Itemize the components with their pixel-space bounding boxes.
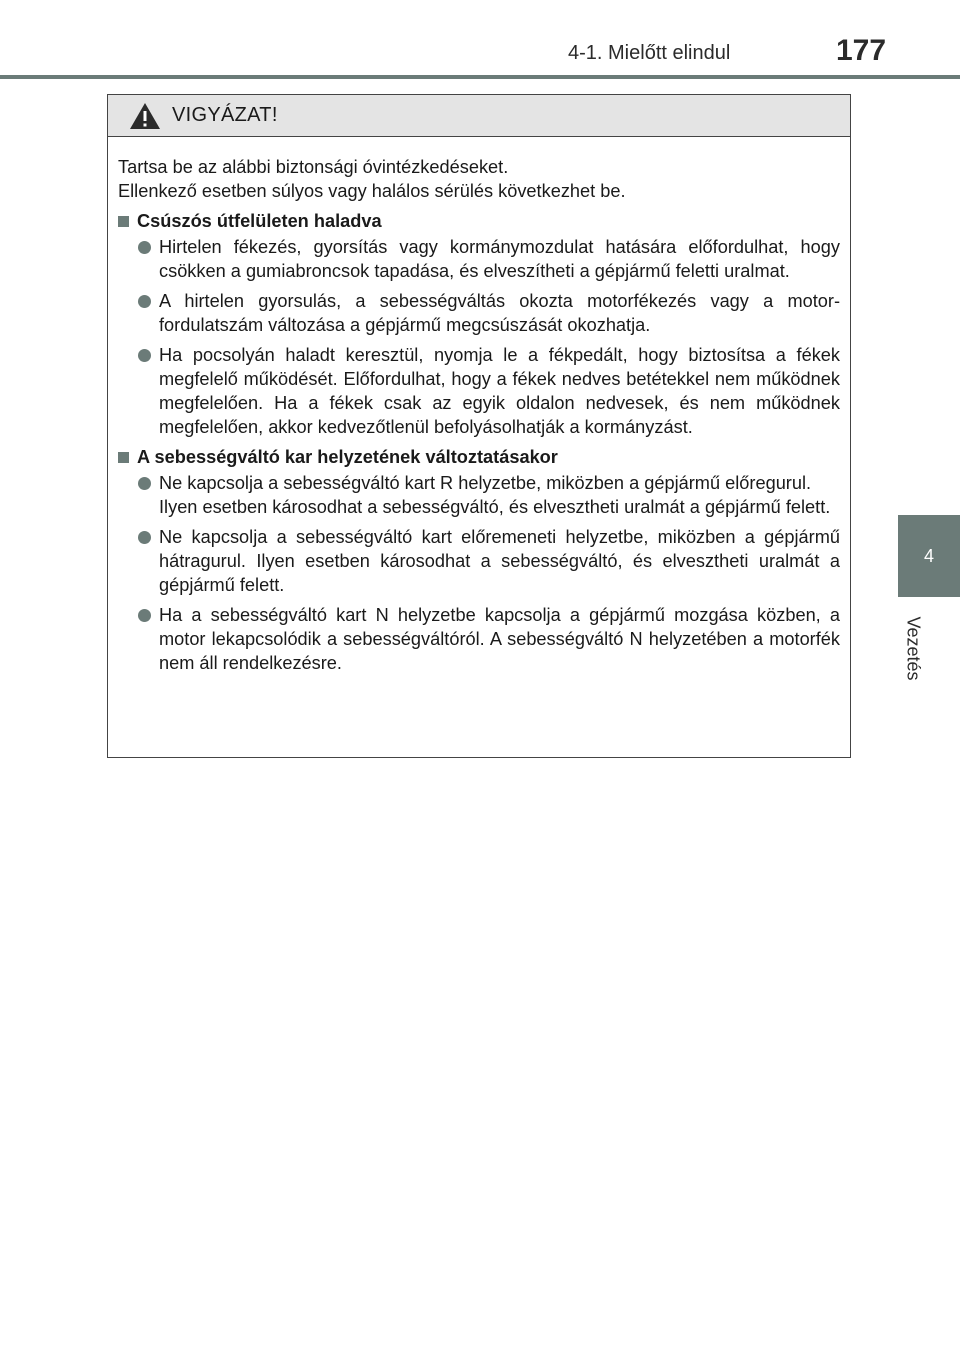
- chapter-tab: [898, 515, 960, 597]
- square-bullet-icon: [118, 216, 129, 227]
- intro-line: Ellenkező esetben súlyos vagy halálos sérülés következhet be.: [118, 181, 626, 201]
- section-heading-text: A sebességváltó kar helyzetének változtatásakor: [137, 447, 558, 467]
- warning-header: [108, 95, 850, 137]
- chapter-label-text: Vezetés: [903, 615, 924, 681]
- list-item: [138, 603, 840, 675]
- list-item: [138, 471, 840, 519]
- intro-line: Tartsa be az alábbi biztonsági óvintézkedéseket.: [118, 157, 509, 177]
- warning-section: [118, 209, 840, 439]
- round-bullet-icon: [138, 295, 151, 308]
- list-item: [138, 343, 840, 439]
- section-heading: [118, 209, 840, 233]
- chapter-number: 4: [923, 545, 934, 566]
- bullet-text: Ha a sebességváltó kart N helyzetbe kapcsolja a gépjármű mozgása közben, a motor lekapcsolódik a sebességváltóról. A sebességváltó N helyzetében a motorfék nem áll rendelkezésre.: [159, 605, 840, 673]
- warning-title: VIGYÁZAT!: [172, 104, 278, 126]
- chapter-label: [893, 608, 933, 688]
- round-bullet-icon: [138, 349, 151, 362]
- warning-body: [108, 137, 850, 675]
- bullet-text: Hirtelen fékezés, gyorsítás vagy kormánymozdulat hatására előfordulhat, hogy csökken a gumiabroncsok tapadása, és elveszítheti a gépjármű feletti uralmat.: [159, 237, 840, 281]
- list-item: [138, 525, 840, 597]
- warning-box: [107, 94, 851, 758]
- square-bullet-icon: [118, 452, 129, 463]
- bullet-text: Ilyen esetben károsodhat a sebességváltó, és elvesztheti uralmát a gépjármű felett.: [159, 497, 831, 517]
- warning-intro: [118, 155, 840, 203]
- bullet-text: Ha pocsolyán haladt keresztül, nyomja le a fékpedált, hogy biztosítsa a fékek megfelelő működését. Előfordulhat, hogy a fékek nedves betétekkel nem működnek megfelelően. Ha a fékek csak az egyik oldalon nedvesek, és nem működnek megfelelően, akkor kedvezőtlenül befolyásolhatják a kormányzást.: [159, 345, 840, 437]
- section-heading-text: Csúszós útfelületen haladva: [137, 211, 382, 231]
- list-item: [138, 235, 840, 283]
- section-heading: [118, 445, 840, 469]
- round-bullet-icon: [138, 531, 151, 544]
- bullet-text: Ne kapcsolja a sebességváltó kart R helyzetbe, miközben a gépjármű előregurul.: [159, 473, 812, 493]
- round-bullet-icon: [138, 241, 151, 254]
- list-item: [138, 289, 840, 337]
- header-divider: [0, 75, 960, 79]
- bullet-text: Ne kapcsolja a sebességváltó kart előremeneti helyzetbe, miközben a gépjármű hátragurul. Ilyen esetben károsodhat a sebességváltó, és elvesztheti uralmát a gépjármű felett.: [159, 527, 840, 595]
- round-bullet-icon: [138, 609, 151, 622]
- round-bullet-icon: [138, 477, 151, 490]
- bullet-text: A hirtelen gyorsulás, a sebességváltás okozta motorfékezés vagy a motor-fordulatszám változása a gépjármű megcsúszását okozhatja.: [159, 291, 840, 335]
- section-title: 4-1. Mielőtt elindul: [568, 42, 731, 64]
- warning-triangle-icon: [128, 101, 162, 131]
- page-number: 177: [836, 34, 887, 67]
- warning-section: [118, 445, 840, 675]
